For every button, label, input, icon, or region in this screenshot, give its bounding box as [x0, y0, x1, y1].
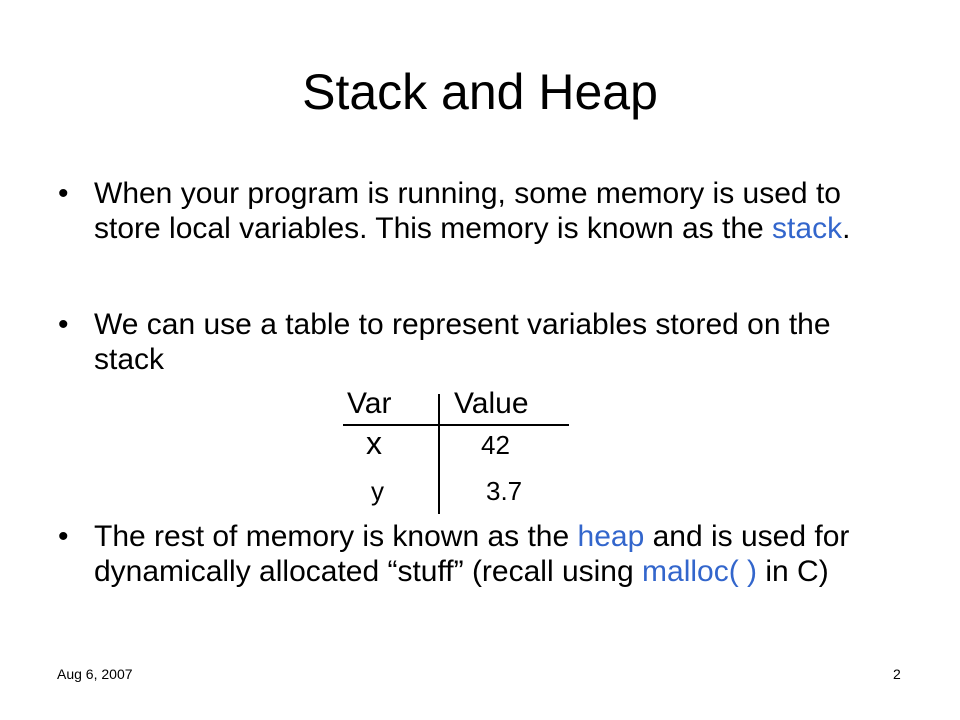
bullet-text-start: The rest of memory is known as the: [94, 520, 578, 553]
bullet-text-end: in C): [757, 555, 829, 588]
bullet-text: [58, 176, 908, 246]
bullet-point-icon: •: [58, 308, 69, 341]
table-header-var: Var: [347, 387, 392, 420]
heap-term: heap: [577, 520, 645, 553]
bullet-heap-definition: [58, 519, 908, 589]
stack-term: stack: [772, 212, 843, 245]
table-cell-var-y: y: [371, 476, 384, 506]
bullet-table-intro: [58, 307, 908, 377]
bullet-point-icon: •: [58, 520, 69, 553]
table-cell-value-y: 3.7: [486, 476, 523, 506]
table-column-divider: [438, 394, 440, 514]
bullet-text: We can use a table to represent variables stored on the stack: [94, 308, 831, 376]
table-cell-value-x: 42: [481, 430, 510, 460]
bullet-text-start: When your program is running, some memory is used to store local variables. This memory is known as the: [94, 177, 841, 245]
table-cell-var-x: x: [366, 425, 382, 461]
bullet-text-middle: and is used for dynamically allocated “stuff” (recall using: [94, 520, 850, 588]
table-header-value: Value: [454, 387, 529, 420]
bullet-text: [58, 519, 908, 589]
malloc-term: malloc( ): [642, 555, 758, 588]
page-number: 2: [893, 666, 901, 682]
slide-title: Stack and Heap: [302, 64, 658, 120]
bullet-point-icon: •: [58, 177, 69, 210]
footer-date: Aug 6, 2007: [57, 666, 133, 682]
bullet-stack-definition: [58, 176, 908, 246]
bullet-text-end: .: [842, 212, 851, 245]
